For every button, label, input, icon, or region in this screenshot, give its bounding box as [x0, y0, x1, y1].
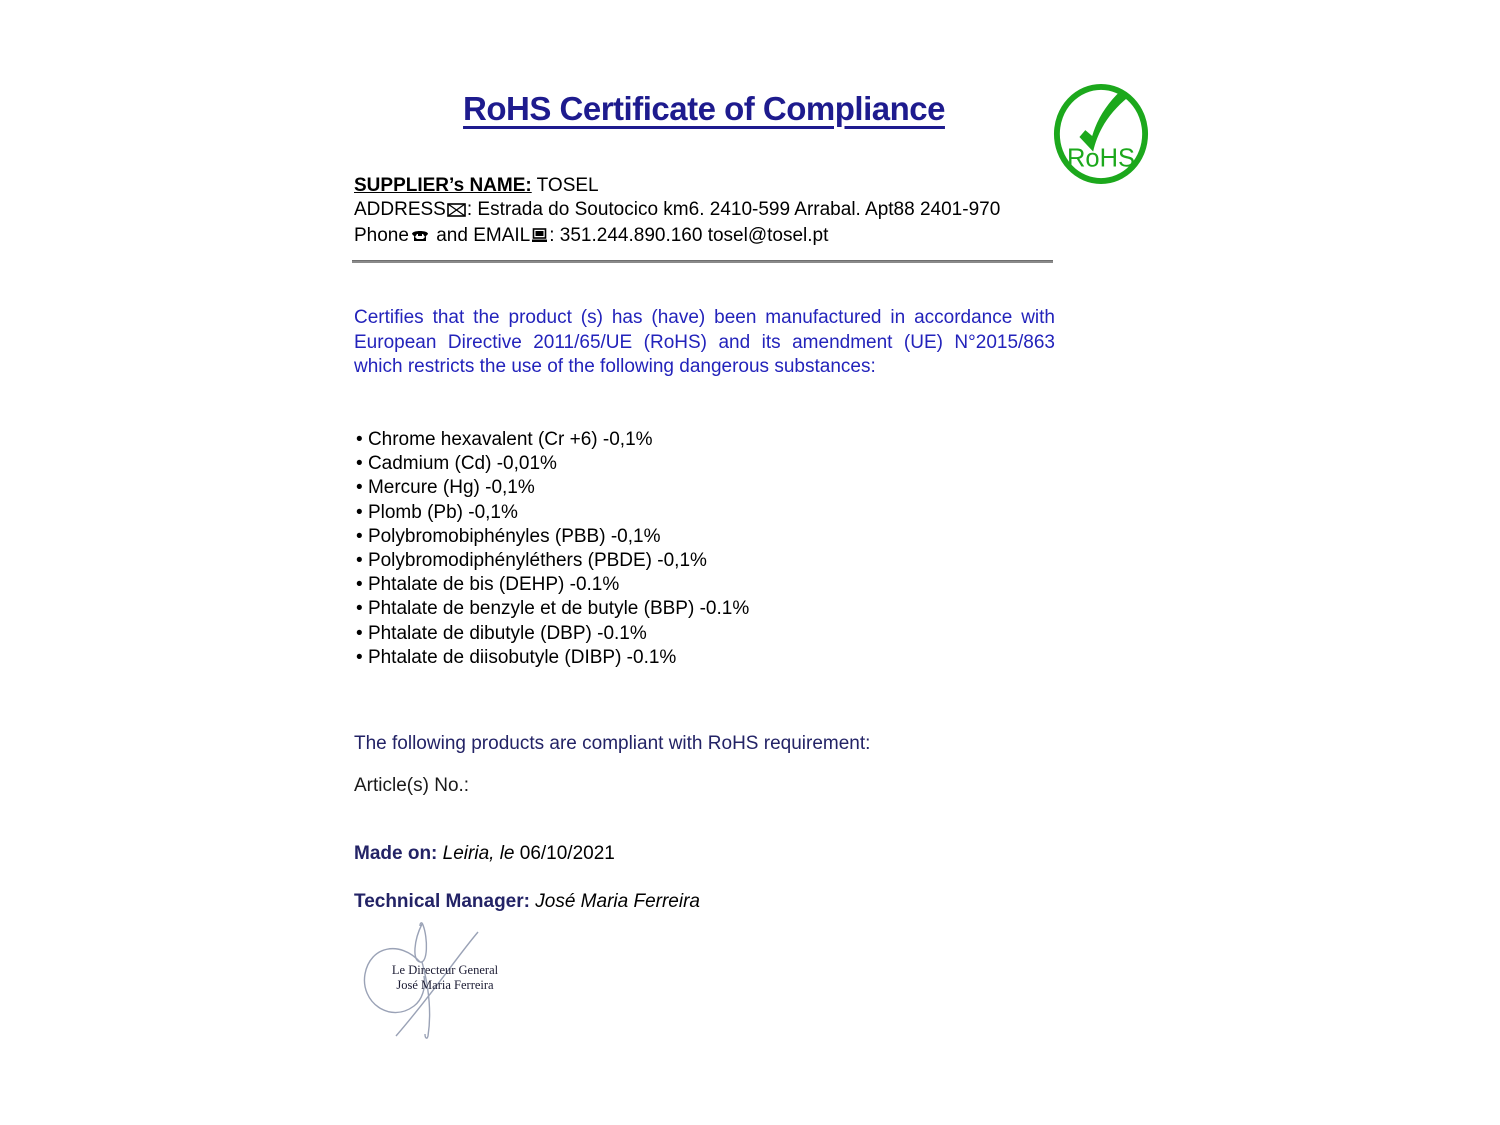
supplier-name-line [354, 174, 1054, 198]
signature-title: Le Directeur General [391, 963, 499, 977]
substance-item: • Polybromobiphényles (PBB) -0,1% [356, 525, 1056, 549]
address-label: ADDRESS [354, 199, 446, 220]
compliance-statement: The following products are compliant with RoHS requirement: [354, 733, 871, 754]
substance-item: • Phtalate de dibutyle (DBP) -0.1% [356, 622, 1056, 646]
substance-item: • Phtalate de benzyle et de butyle (BBP) -0.1% [356, 597, 1056, 621]
substance-item: • Phtalate de diisobutyle (DIBP) -0.1% [356, 646, 1056, 670]
article-number-line: Article(s) No.: [354, 775, 470, 796]
phone-icon [410, 226, 430, 250]
technical-manager-value: José Maria Ferreira [529, 891, 700, 912]
made-on-label: Made on: [354, 843, 438, 864]
divider-rule [352, 260, 1053, 263]
email-label: and EMAIL [430, 225, 531, 246]
substance-item: • Plomb (Pb) -0,1% [356, 501, 1056, 525]
technical-manager-line [354, 891, 1054, 913]
substance-item: • Chrome hexavalent (Cr +6) -0,1% [356, 428, 1056, 452]
rohs-logo [1052, 82, 1150, 186]
substance-item: • Polybromodiphényléthers (PBDE) -0,1% [356, 549, 1056, 573]
substance-item: • Phtalate de bis (DEHP) -0.1% [356, 573, 1056, 597]
checkmark-icon [1079, 91, 1127, 152]
envelope-icon [447, 200, 466, 224]
signature-text [380, 963, 510, 992]
page-title: RoHS Certificate of Compliance [463, 90, 945, 127]
substance-item: • Cadmium (Cd) -0,01% [356, 452, 1056, 476]
certification-statement: Certifies that the product (s) has (have) been manufactured in accordance with European Directive 2011/65/UE (RoHS) and its amendment (UE) N°2015/863 which restricts the use of the following dangerous substances: [354, 307, 1055, 377]
signature-name: José Maria Ferreira [396, 977, 494, 992]
phone-label: Phone [354, 225, 409, 246]
address-value: : Estrada do Soutocico km6. 2410-599 Arrabal. Apt88 2401-970 [466, 199, 1001, 220]
supplier-block [354, 174, 1054, 250]
substances-list [356, 428, 1056, 670]
made-on-date: 06/10/2021 [519, 843, 615, 864]
made-on-line [354, 843, 1054, 865]
supplier-name-label: SUPPLIER’s NAME: [354, 175, 532, 196]
contact-value: : 351.244.890.160 tosel@tosel.pt [549, 225, 829, 246]
supplier-contact-line [354, 224, 1054, 250]
made-on-place: Leiria, le [437, 843, 520, 864]
technical-manager-label: Technical Manager: [354, 891, 530, 912]
supplier-address-line [354, 198, 1054, 224]
substance-item: • Mercure (Hg) -0,1% [356, 476, 1056, 500]
logo-text: RoHS [1067, 144, 1135, 173]
supplier-name-value: TOSEL [531, 175, 599, 196]
computer-icon [531, 226, 548, 250]
